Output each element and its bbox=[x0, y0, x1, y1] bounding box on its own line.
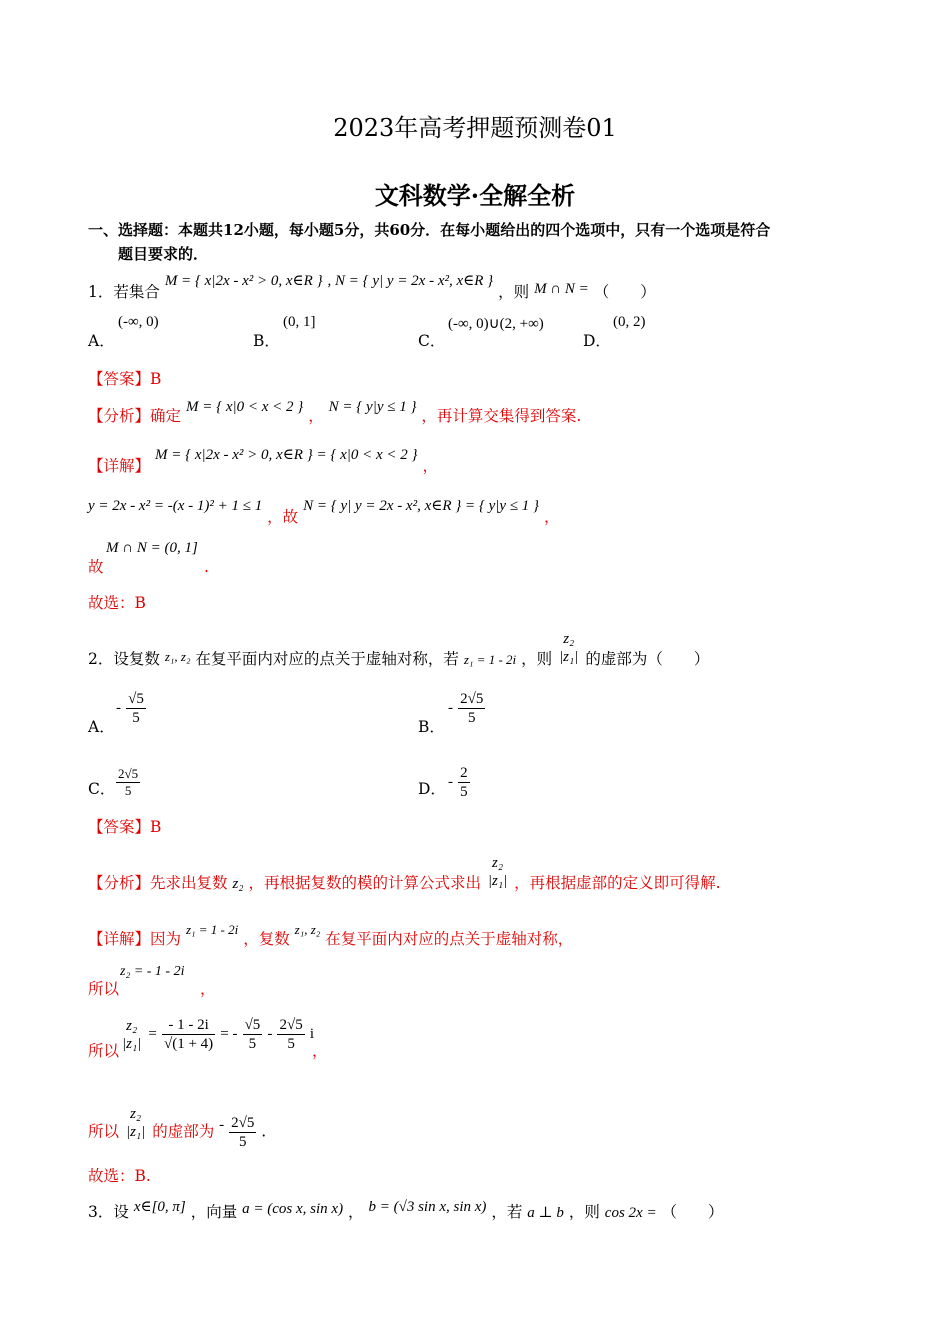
q2-option-b-frac bbox=[458, 690, 485, 727]
q3-paren: （ ） bbox=[661, 1203, 724, 1221]
q2-so3-tail: . bbox=[261, 1122, 267, 1141]
q2-so3 bbox=[88, 1105, 267, 1151]
q3-perp: a ⊥ b bbox=[527, 1205, 564, 1221]
q2-option-b-label: B． bbox=[418, 718, 445, 736]
q2-eq-c bbox=[277, 1016, 304, 1053]
q1-analysis-sep: ， bbox=[308, 407, 324, 425]
q1-detail-comma: ， bbox=[422, 457, 438, 475]
q1-option-b: (0, 1] bbox=[283, 314, 316, 330]
q1-detail-n: N = { y| y = 2x - x², x∈R } = { y|y ≤ 1 } bbox=[303, 498, 540, 514]
q2-so3-value bbox=[229, 1114, 256, 1151]
q2-eq-mid: = - bbox=[220, 1026, 238, 1042]
q1-analysis-m: M = { x|0 < x < 2 } bbox=[185, 399, 304, 415]
q1-set-m: M = { x|2x - x² > 0, x∈R } bbox=[164, 273, 323, 289]
section-heading: 一、选择题：本题共12小题，每小题5分，共60分．在每小题给出的四个选项中，只有一个选项是符合 bbox=[88, 221, 771, 239]
q3-vec-b: b = (√3 sin x, sin x) bbox=[368, 1199, 487, 1215]
q2-eq-i: i bbox=[309, 1026, 314, 1042]
q2-so1-tail: ， bbox=[200, 980, 216, 998]
q2-eq-b-den: 5 bbox=[248, 1036, 257, 1052]
q2-z2val: z₂ = - 1 - 2i bbox=[120, 964, 185, 979]
q2-so3-frac-den: |z₁| bbox=[125, 1123, 146, 1140]
q1-set-n: , N = { y| y = 2x - x², x∈R } bbox=[327, 273, 494, 289]
q2-analysis-z2: z₂ bbox=[232, 876, 244, 892]
q1-analysis-n: N = { y|y ≤ 1 } bbox=[328, 399, 417, 415]
q1-detail-gu: ，故 bbox=[267, 508, 299, 526]
q1-paren: （ ） bbox=[593, 283, 656, 301]
q1-option-c: (-∞, 0)∪(2, +∞) bbox=[448, 316, 544, 332]
q2-detail-c: 在复平面内对应的点关于虚轴对称， bbox=[325, 930, 574, 948]
q2-option-d bbox=[448, 764, 470, 801]
q3-mid2: ， bbox=[348, 1203, 364, 1221]
q2-option-a-den: 5 bbox=[132, 710, 140, 726]
q1-analysis bbox=[88, 399, 582, 428]
q1-gu: 故 bbox=[88, 558, 104, 576]
q2-choose: 故选：B. bbox=[88, 1167, 151, 1185]
q2-eq-minus: - bbox=[267, 1026, 273, 1042]
q2-eq-a bbox=[162, 1016, 215, 1053]
q2-ze: ，则 bbox=[521, 650, 553, 668]
q2-eq-lhs bbox=[120, 1017, 143, 1053]
q2-option-c-frac bbox=[116, 766, 140, 799]
q2-option-a-sign: - bbox=[116, 700, 121, 716]
q1-option-d-label: D． bbox=[583, 332, 611, 350]
q2-so2-tail: ， bbox=[312, 1042, 328, 1060]
q2-option-b-den: 5 bbox=[467, 710, 476, 726]
q2-analysis-a: 【分析】先求出复数 bbox=[88, 874, 228, 892]
q2-so3-label: 所以 bbox=[88, 1122, 120, 1141]
q2-eq-b-num: √5 bbox=[244, 1017, 261, 1033]
q2-z12: z₁, z₂ bbox=[164, 649, 191, 664]
q2-analysis-frac-num: z₂ bbox=[492, 855, 504, 871]
q2-so3-frac-num: z₂ bbox=[130, 1105, 142, 1122]
q3-stem bbox=[88, 1201, 724, 1224]
q1-option-a: (-∞, 0) bbox=[118, 314, 159, 330]
q2-answer: 【答案】B bbox=[88, 818, 162, 836]
q2-frac bbox=[557, 630, 580, 666]
q2-option-d-den: 5 bbox=[460, 784, 468, 800]
q1-analysis-tag: 【分析】确定 bbox=[88, 407, 182, 425]
q3-prefix: 3．设 bbox=[88, 1203, 129, 1221]
q2-eq-lhs-den: |z₁| bbox=[122, 1035, 142, 1052]
q2-prefix: 2．设复数 bbox=[88, 650, 160, 668]
q2-stem bbox=[88, 631, 710, 678]
q1-option-b-label: B． bbox=[253, 332, 280, 350]
q2-eq-b bbox=[243, 1016, 263, 1053]
q2-so3-num: 2√5 bbox=[231, 1115, 255, 1131]
q1-detail-line2 bbox=[88, 498, 560, 526]
q2-detail-a: 【详解】因为 bbox=[88, 930, 182, 948]
q2-option-d-num: 2 bbox=[460, 765, 468, 781]
q2-option-c bbox=[116, 766, 140, 799]
q1-detail-y: y = 2x - x² = -(x - 1)² + 1 ≤ 1 bbox=[88, 498, 263, 514]
q2-option-a-num: √5 bbox=[128, 691, 144, 707]
q1-detail-comma2: ， bbox=[544, 508, 560, 526]
q3-mid4: ，则 bbox=[568, 1203, 600, 1221]
q2-so3-den: 5 bbox=[238, 1134, 247, 1150]
q1-option-c-label: C． bbox=[418, 332, 446, 350]
q2-detail-z12: z₁, z₂ bbox=[294, 922, 321, 937]
q2-option-d-sign: - bbox=[448, 774, 453, 790]
q2-analysis-c: ，再根据虚部的定义即可得解. bbox=[514, 874, 721, 892]
q1-option-d: (0, 2) bbox=[613, 314, 646, 330]
q2-option-a-label: A． bbox=[88, 718, 115, 736]
q2-so3-mid: 的虚部为 bbox=[152, 1122, 215, 1141]
q1-detail-tag: 【详解】 bbox=[88, 457, 151, 475]
q1-stem bbox=[88, 273, 656, 304]
q2-analysis bbox=[88, 855, 721, 902]
q1-expr: M ∩ N = bbox=[534, 281, 589, 297]
q2-option-d-frac bbox=[458, 764, 470, 801]
q2-tail: 的虚部为（ ） bbox=[585, 650, 710, 668]
q2-eq-a-den: √(1 + 4) bbox=[163, 1036, 214, 1052]
q1-result-dot: . bbox=[204, 558, 209, 576]
q1-option-a-label: A． bbox=[88, 332, 115, 350]
q1-detail bbox=[88, 447, 438, 478]
q3-vec-a: a = (cos x, sin x) bbox=[242, 1201, 344, 1217]
q2-option-c-num: 2√5 bbox=[118, 766, 139, 781]
q3-mid3: ，若 bbox=[491, 1203, 523, 1221]
q2-frac-num: z₂ bbox=[563, 631, 575, 647]
q2-so1: 所以 bbox=[88, 980, 120, 998]
q2-so2: 所以 bbox=[88, 1042, 120, 1060]
q2-z1val: z₁ = 1 - 2i bbox=[463, 652, 517, 667]
q2-option-b-sign: - bbox=[448, 700, 453, 716]
q3-x-range: x∈[0, π] bbox=[133, 1199, 186, 1215]
q2-option-b-num: 2√5 bbox=[460, 691, 484, 707]
q2-detail-b: ，复数 bbox=[243, 930, 290, 948]
q2-option-c-den: 5 bbox=[124, 783, 132, 798]
q2-analysis-b: ，再根据复数的模的计算公式求出 bbox=[248, 874, 481, 892]
q2-option-d-label: D． bbox=[418, 780, 446, 798]
q1-ask: ，则 bbox=[498, 283, 530, 301]
section-heading-cont: 题目要求的． bbox=[118, 245, 209, 263]
q2-frac-den: |z₁| bbox=[559, 649, 579, 665]
q1-result: M ∩ N = (0, 1] bbox=[106, 540, 198, 556]
q2-eq-lhs-num: z₂ bbox=[126, 1017, 138, 1034]
q2-detail bbox=[88, 922, 574, 951]
q2-so3-frac bbox=[124, 1105, 147, 1141]
q1-detail-m: M = { x|2x - x² > 0, x∈R } = { x|0 < x < 2 } bbox=[154, 447, 418, 463]
q1-prefix: 1．若集合 bbox=[88, 283, 160, 301]
q1-analysis-tail: ，再计算交集得到答案. bbox=[421, 407, 582, 425]
q2-analysis-frac bbox=[486, 854, 509, 890]
q2-detail-z1: z₁ = 1 - 2i bbox=[185, 922, 239, 937]
q2-mid: 在复平面内对应的点关于虚轴对称，若 bbox=[195, 650, 459, 668]
q2-so3-sign: - bbox=[219, 1116, 225, 1133]
q2-equation: z₂ |z₁| = $\frac{- 1 - 2i}{√(1 + 4)}$ = - $\frac{√5}{5}$ - $\frac{2√5}{5}$ i bbox=[122, 1017, 314, 1052]
q1-choose: 故选：B bbox=[88, 594, 146, 612]
q2-option-c-label: C． bbox=[88, 780, 116, 798]
q3-ask: cos 2x = bbox=[604, 1205, 657, 1221]
q2-analysis-frac-den: |z₁| bbox=[487, 873, 508, 889]
q3-mid1: ，向量 bbox=[190, 1203, 238, 1221]
document-title: 2023年高考押题预测卷01 bbox=[333, 114, 617, 142]
q2-option-b bbox=[448, 690, 485, 727]
document-subtitle: 文科数学·全解全析 bbox=[374, 181, 576, 210]
q2-option-a-frac bbox=[126, 690, 146, 727]
q2-eq-a-num: - 1 - 2i bbox=[162, 1016, 215, 1035]
q2-option-a bbox=[116, 690, 146, 727]
q2-eq-c-den: 5 bbox=[287, 1036, 295, 1052]
q2-eq-c-num: 2√5 bbox=[279, 1017, 303, 1033]
q1-answer: 【答案】B bbox=[88, 370, 162, 388]
